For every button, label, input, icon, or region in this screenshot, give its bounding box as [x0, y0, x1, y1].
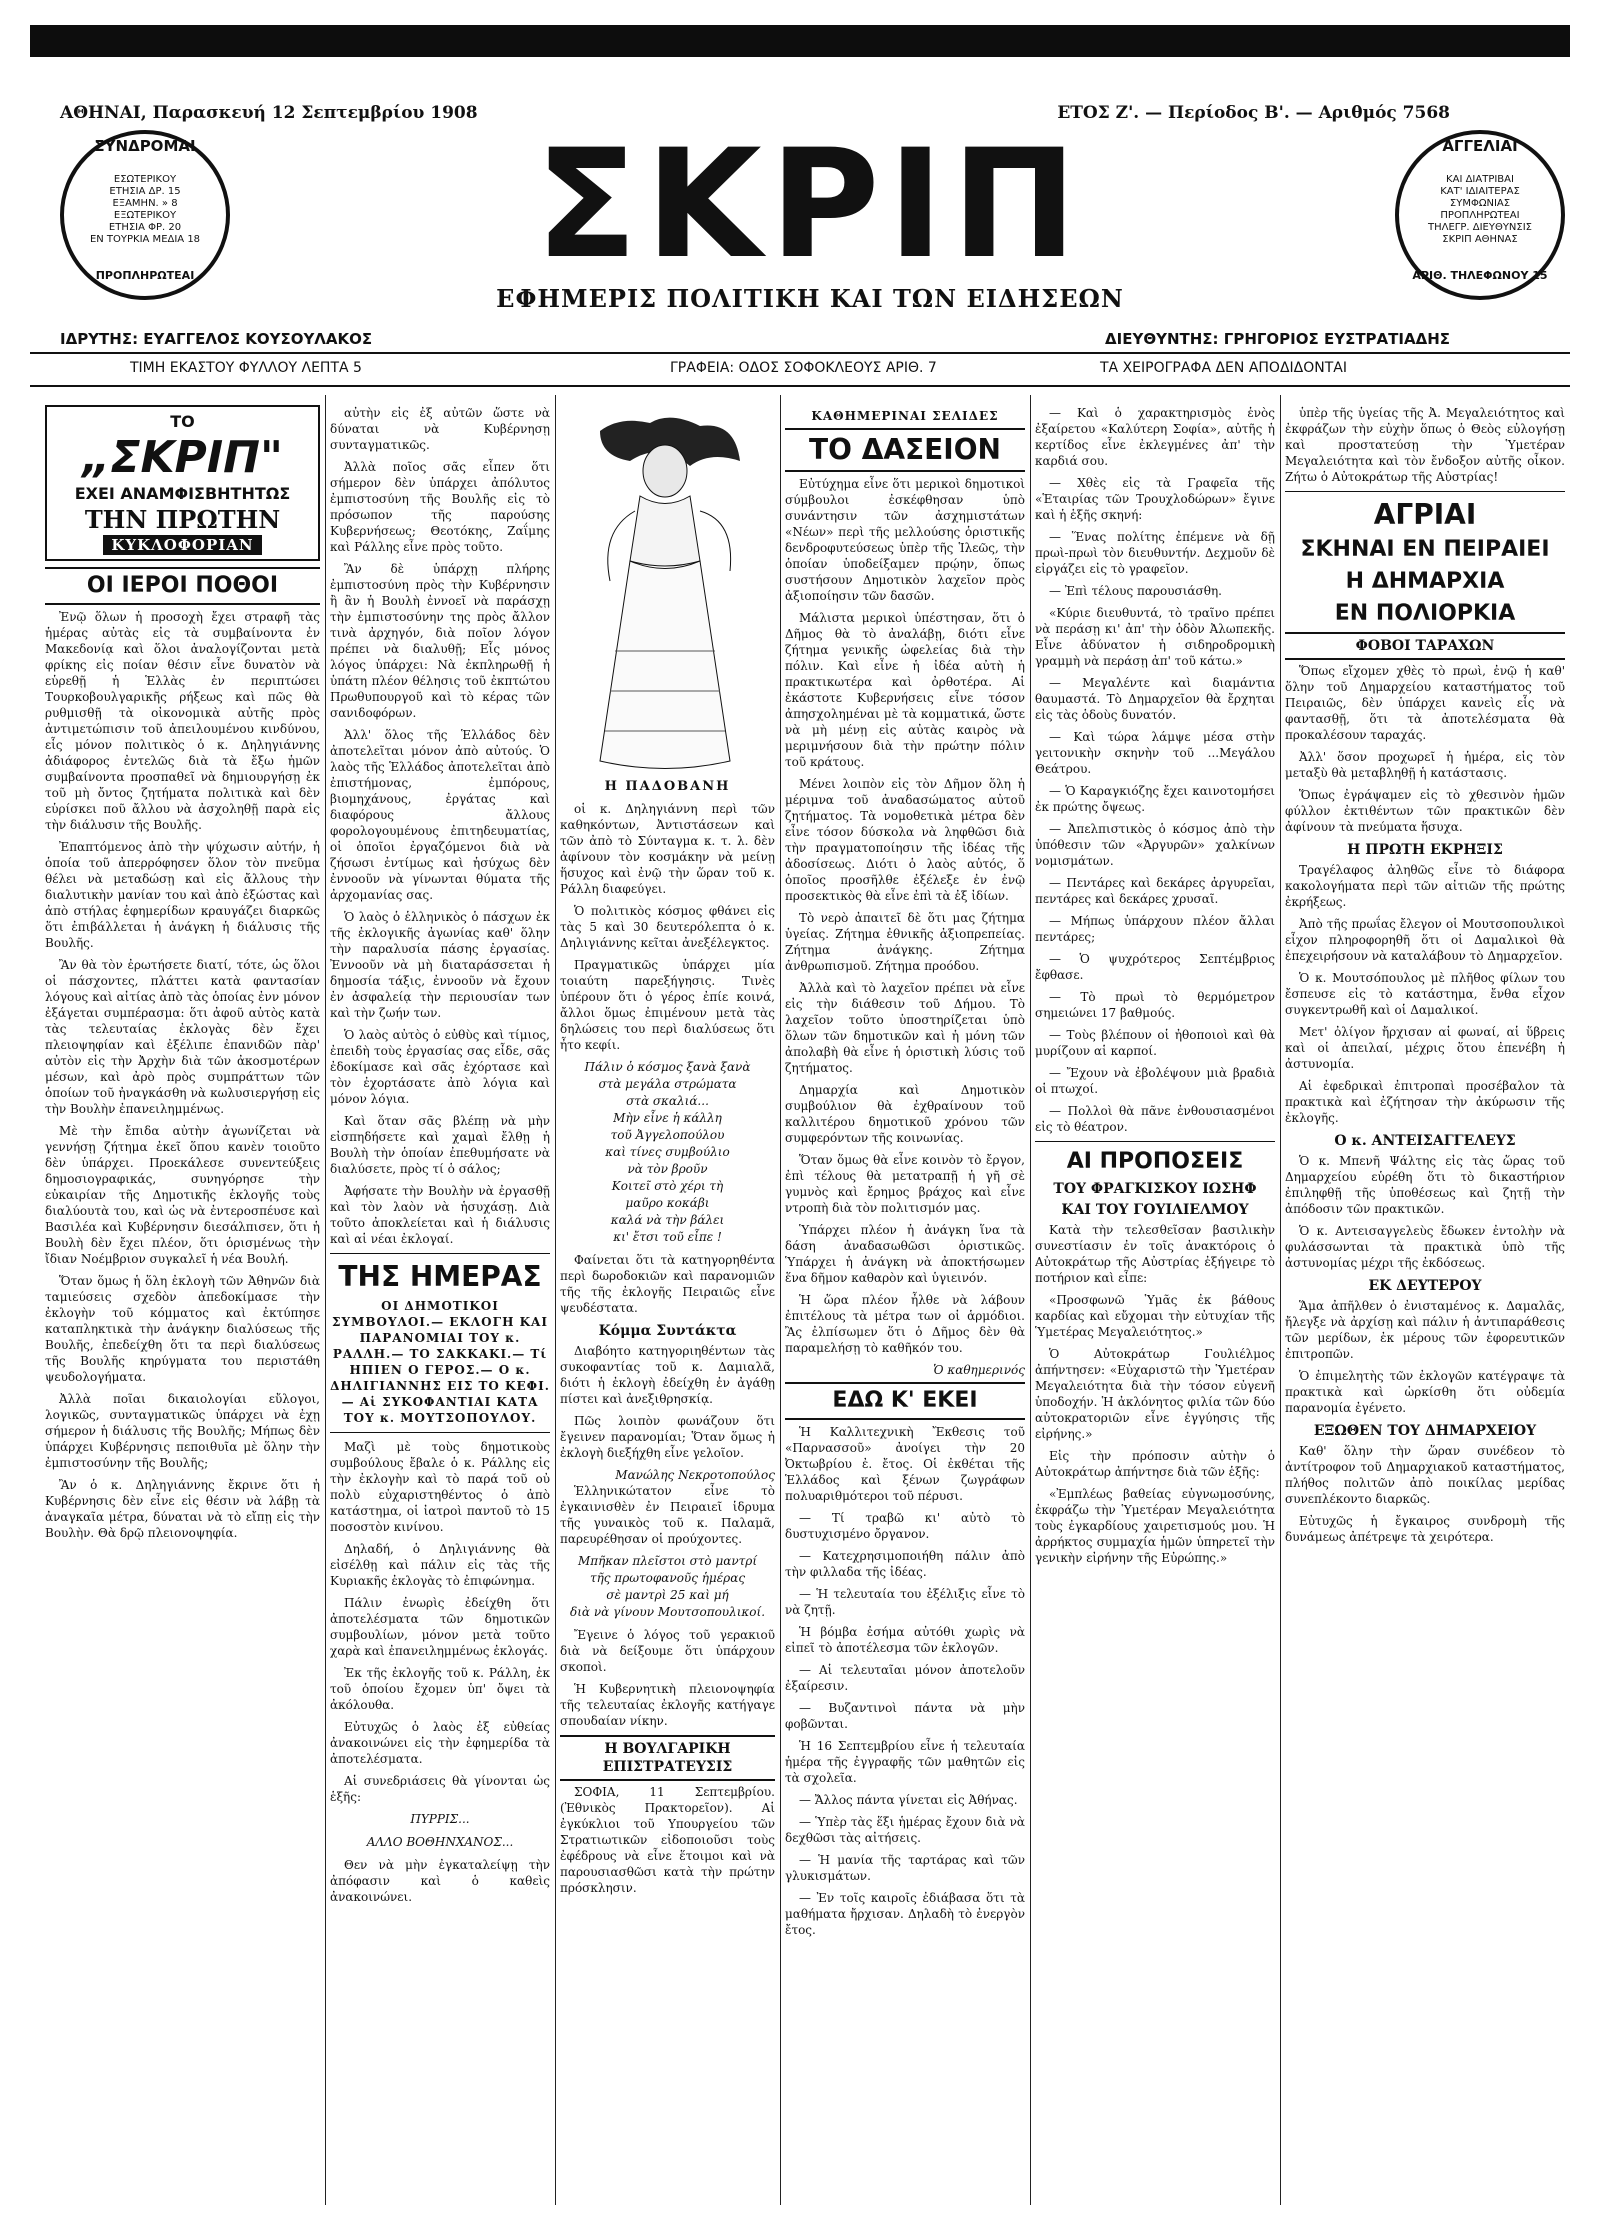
paragraph: Ὅταν ὅμως ἡ ὅλη ἐκλογὴ τῶν Ἀθηνῶν διὰ ταμιεύσεις σχεδὸν ἀπεδοκίμασε τὴν ἐκλογὴν τοῦ κόμματος καὶ ἐκτύπησε καταπληκτικὰ τὴν ἀνάγκην διαλύσεως τῆς Βουλῆς, ἐπεδείχθη ὅτι τα περὶ διαλύσεως τῆς Βουλῆς κηρύγματα του περιστάθη ψευδολογήματα. — [45, 1274, 320, 1384]
paragraph: Ἐκ τῆς ἐκλογῆς τοῦ κ. Ράλλη, ἐκ τοῦ ὁποίου ἔχομεν ὑπ' ὄψει τὰ ἀκόλουθα. — [330, 1666, 550, 1712]
circulation-line: ΕΧΕΙ ΑΝΑΜΦΙΣΒΗΤΗΤΩΣ — [74, 484, 291, 503]
paragraph: — Ὑπὲρ τὰς ἕξι ἡμέρας ἔχουν διὰ νὰ δεχθῶσι τὰς αἰτήσεις. — [785, 1815, 1025, 1845]
poem-line: τοῦ Ἀγγελοπούλου — [610, 1128, 725, 1142]
paragraph: Ὅπως εἴχομεν χθὲς τὸ πρωὶ, ἐνῷ ἡ καθ' ὅλην τοῦ Δημαρχείου καταστήματος τοῦ Πειραιῶς, δὲν ὑπάρχει κανεὶς εἷς νὰ φαντασθῇ, ὅτι τὰ ἀποτελέσματα θὰ προκαλέσουν ταραχάς. — [1285, 664, 1565, 742]
poem-line: καὶ τίνες συμβούλιο — [605, 1145, 730, 1159]
paragraph: — Πεντάρες καὶ δεκάρες ἀργυρεῖαι, πεντάρες καὶ δεκάρες χρυσαῖ. — [1035, 876, 1275, 906]
ads-seal — [1395, 130, 1565, 300]
paragraph: «Κύριε διευθυντά, τὸ τραῖνο πρέπει νὰ περάσῃ κι' ἀπ' τὴν ὁδὸν Ἀλωπεκῆς. Εἶνε ἀδύνατον ἡ σιδηροδρομικὴ γραμμὴ νὰ περάσῃ ἀπ' τοῦ κάτω.» — [1035, 606, 1275, 668]
paragraph: Ὁ ἐπιμελητὴς τῶν ἐκλογῶν κατέγραψε τὰ πρακτικὰ καὶ ὡρκίσθη ὅτι οὐδεμία παρανομία ἐγένετο. — [1285, 1369, 1565, 1415]
divider — [1285, 491, 1565, 492]
paragraph: Ὁ κ. Μουτσόπουλος μὲ πλῆθος φίλων του ἔσπευσε εἰς τὸ κατάστημα, ἔνθα εἶχον συγκεντρωθῆ καὶ οἱ Δαμαλικοί. — [1285, 971, 1565, 1017]
paragraph: — Ἔχουν νὰ ἐβολέψουν μιὰ βραδιὰ οἱ πτωχοί. — [1035, 1066, 1275, 1096]
paragraph: Καθ' ὅλην τὴν ὥραν συνέδεον τὸ ἀντίτροφον τοῦ Δημαρχιακοῦ καταστήματος, πλήθος πολιτῶν ἀπὸ ποικίλας μερίδας συνεπλέκοντο διαρκῶς. — [1285, 1444, 1565, 1506]
subscriptions-seal — [60, 130, 230, 300]
paragraph: — Ἡ μανία τῆς ταρτάρας καὶ τῶν γλυκισμάτων. — [785, 1853, 1025, 1883]
poem-line: μαῦρο κοκάβι — [625, 1196, 710, 1210]
paragraph: Ἡ Καλλιτεχνικὴ Ἔκθεσις τοῦ «Παρνασσοῦ» ἀνοίγει τὴν 20 Ὀκτωβρίου ἐ. ἔτος. Οἱ ἐκθέται τῆς Ἑλλάδος καὶ ξένων ζωγράφων πολυαριθμότεροι τοῦ πέρυσι. — [785, 1425, 1025, 1503]
paragraph: Πάλιν ἐνωρὶς ἐδείχθη ὅτι ἀποτελέσματα τῶν δημοτικῶν συμβουλίων, μόνον μετὰ τοῦτο χαρὰ καὶ ἐπανειλημμένως ἐκλογάς. — [330, 1596, 550, 1658]
paragraph: Θεν νὰ μὴν ἐγκαταλείψῃ τὴν ἀπόφασιν καὶ ὁ καθεὶς ἀνακοινώνει. — [330, 1858, 550, 1904]
seal-line: ΕΣΩΤΕΡΙΚΟΥ — [113, 174, 177, 185]
divider — [330, 1432, 550, 1433]
paragraph: Ἀλλ' ὅλος τῆς Ἑλλάδος δὲν ἀποτελεῖται μόνον ἀπὸ αὐτούς. Ὁ λαὸς τῆς Ἑλλάδος ἀποτελεῖται ἀπὸ ἐπιστήμονας, ἐμπόρους, βιομηχάνους, ἐργάτας καὶ διαφόρους ἄλλους φορολογουμένους ἐπιτηδευματίας, οἱ ὁποῖοι ἐργαζόμενοι διὰ νὰ ζήσωσι ἐντίμως καὶ ἡσύχως δὲν ἐννοοῦν νὰ γίνωνται θύματα τῆς ἀρχομανίας σας. — [330, 728, 550, 902]
paragraph: Ὑπάρχει πλέον ἡ ἀνάγκη ἵνα τὰ δάση ἀναδασωθῶσι ὁριστικῶς. Ὑπάρχει ἡ ἀνάγκη νὰ ἀποκτήσωμεν ἕνα δῆμον καθαρὸν καὶ ὑγιεινόν. — [785, 1223, 1025, 1285]
paragraph: Πῶς λοιπὸν φωνάζουν ὅτι ἔγεινεν παρανομίαι; Ὅταν ὅμως ἡ ἐκλογὴ διεξήχθη εἶνε γελοῖον. — [560, 1414, 775, 1460]
seal-line: ΕΤΗΣΙΑ ΔΡ. 15 — [109, 186, 181, 197]
circulation-line: ΤΗΝ ΠΡΩΤΗΝ — [84, 505, 281, 534]
paragraph: Ἡ 16 Σεπτεμβρίου εἶνε ἡ τελευταία ἡμέρα τῆς ἐγγραφῆς τῶν μαθητῶν εἰς τὰ σχολεῖα. — [785, 1739, 1025, 1785]
paragraph: Εὐτυχῶς ἡ ἔγκαιρος συνδρομὴ τῆς δυνάμεως ἀπέτρεψε τὰ χειρότερα. — [1285, 1514, 1565, 1544]
seal-foot-text: ΑΡΙΘ. ΤΗΛΕΦΩΝΟΥ 15 — [1412, 269, 1548, 282]
paragraph: Αἱ συνεδριάσεις θὰ γίνονται ὡς ἑξῆς: — [330, 1774, 550, 1804]
paragraph: αὐτὴν εἰς ἐξ αὐτῶν ὥστε νὰ δύναται νὰ Κυβέρνησῃ συνταγματικῶς. — [330, 406, 550, 452]
article-headline: ΑΙ ΠΡΟΠΟΣΕΙΣ — [1066, 1149, 1244, 1174]
paragraph: Ἂν θὰ τὸν ἐρωτήσετε διατί, τότε, ὡς ὅλοι οἱ πάσχοντες, πλάττει κατὰ φαντασίαν λόγους καὶ αἰτίας ἀπὸ τὰς ὁποίας ἐνν μόνον ἐξάγεται συμπέρασμα: ὅτι ἀφοῦ αὐτὸς κατὰ τὰς τελευταίας ἐκλογὰς δὲν ἔχει πλειοψηφίαν καὶ ἐξέλιπε ἐπανιδῶν πὰρ' αὐτὸν εἰς τὴν Ἀρχὴν διὰ τῶν ἀκοσμοτέρων μέσων, καὶ ἀρὸ πρὸς συμπράττων τῶν ὁποίων τοῦ ἠναγκάσθη νὰ κωλυσιεργήσῃ εἰς τὴν Βουλὴν ἐπανειλημμένως. — [45, 958, 320, 1116]
paragraph: Ἑλληνικώτατον εἶνε τὸ ἐγκαινισθὲν ἐν Πειραιεῖ ἱδρυμα τῆς γυναικὸς τοῦ κ. Παλαμᾶ, παρευρέθησαν οἱ προύχοντες. — [560, 1484, 775, 1546]
divider — [330, 1253, 550, 1254]
paragraph: Ἀλλὰ ποῖαι δικαιολογίαι εὔλογοι, λογικῶς, συνταγματικῶς ὑπάρχει νὰ ἐχῃ σήμερον ἡ διάλυσις τῆς Βουλῆς; Μήπως δὲν ὑπάρχει Κυβέρνησις πεποιθυῖα μὲ ὅλην τὴν ἐμπιστοσύνην τῆς Βουλῆς; — [45, 1392, 320, 1470]
columns — [45, 405, 1565, 2205]
paragraph: Ἀλλὰ καὶ τὸ λαχεῖον πρέπει νὰ εἶνε εἰς τὴν διάθεσιν τοῦ Δήμου. Τὸ λαχεῖον τοῦτο ὑποστηρίζεται ὑπὸ ὅλων τῶν δημοτικῶν καὶ ἡ μόνη τῶν ἀπολαβὴ θὰ εἶνε ἡ ὁριστικὴ λύσις τοῦ ζητήματος. — [785, 981, 1025, 1075]
paragraph: Πραγματικῶς ὑπάρχει μία τοιαύτη παρεξήγησις. Τινὲς ὑπέρουν ὅτι ὁ γέρος ἐπίε κοινά, ἄλλοι ὅμως ἐπιμένουν μετὰ τὰς δηλώσεις του περὶ διαλύσεως ὅτι ἦτο κεφίι. — [560, 958, 775, 1052]
paragraph: Αἱ ἐφεδρικαὶ ἐπιτροπαὶ προσέβαλον τὰ πρακτικὰ καὶ ἐζήτησαν τὴν ἀκύρωσιν τῆς ἐκλογῆς. — [1285, 1079, 1565, 1125]
poem-line: διὰ νὰ γίνουν Μουτσοπουλικοί. — [569, 1605, 766, 1619]
section-headline: ΤΗΣ ΗΜΕΡΑΣ — [338, 1260, 542, 1293]
paragraph: ὑπὲρ τῆς ὑγείας τῆς Ἀ. Μεγαλειότητος καὶ ἐκφράζων τὴν εὐχὴν ὅπως ὁ Θεὸς εὐλογήσῃ καὶ προστατεύσῃ τὴν Ὑμετέραν Μεγαλειότητα καὶ τὸν ἔνδοξον αὐτῆς οἶκον. Ζήτω ὁ Αὐτοκράτωρ τῆς Αὐστρίας! — [1285, 406, 1565, 484]
circulation-to: ΤΟ — [170, 412, 195, 431]
column-6 — [1285, 405, 1565, 2205]
section-subheadline: ΟΙ ΔΗΜΟΤΙΚΟΙ ΣΥΜΒΟΥΛΟΙ.— ΕΚΛΟΓΗ ΚΑΙ ΠΑΡΑΝΟΜΙΑΙ ΤΟΥ κ. ΡΑΛΛΗ.— ΤΟ ΣΑΚΚΑΚΙ.— Τί ΗΠΙΕΝ Ο ΓΕΡΟΣ.— Ο κ. ΔΗΛΙΓΙΑΝΝΗΣ ΕΙΣ ΤΟ ΚΕΦΙ.— Αἱ ΣΥΚΟΦΑΝΤΙΑΙ ΚΑΤΑ ΤΟΥ κ. ΜΟΥΤΣΟΠΟΥΛΟΥ. — [330, 1299, 550, 1425]
article-headline: ΚΑΙ ΤΟΥ ΓΟΥΙΛΙΕΛΜΟΥ — [1061, 1202, 1249, 1218]
article-subheadline: ΦΟΒΟΙ ΤΑΡΑΧΩΝ — [1285, 632, 1565, 660]
issue-line: ΕΤΟΣ Ζ'. — Περίοδος Β'. — Αριθμός 7568 — [1057, 103, 1450, 123]
section-kicker: ΚΑΘΗΜΕΡΙΝΑΙ ΣΕΛΙΔΕΣ — [811, 409, 999, 423]
paragraph: Φαίνεται ὅτι τὰ κατηγορηθέντα περὶ δωροδοκιῶν καὶ παρανομιῶν τῆς τῆς ἐκλογῆς Πειραιῶς εἶνε ψευδέστατα. — [560, 1253, 775, 1315]
column-5 — [1035, 405, 1275, 2205]
divider — [30, 352, 1570, 354]
illustration-caption: Η ΠΑΔΟΒΑΝΗ — [604, 779, 731, 794]
paragraph: Μαζὶ μὲ τοὺς δημοτικοὺς συμβούλους ἔβαλε ὁ κ. Ράλλης εἰς τὴν ἐκλογὴν καὶ τὸ παρά τοῦ οὐ πολὺ εὐχαριστηθέντος ὁ ἀπὸ κατάστημα, οἱ ἰατροὶ παντοῦ τὸ 15 ποσοστὸν κινίνου. — [330, 1440, 550, 1534]
article-headline: ΟΙ ΙΕΡΟΙ ΠΟΘΟΙ — [45, 567, 320, 605]
seal-foot-text: ΠΡΟΠΛΗΡΩΤΕΑΙ — [95, 269, 195, 282]
column-2 — [330, 405, 550, 2205]
seal-line: ΣΚΡΙΠ ΑΘΗΝΑΣ — [1442, 234, 1518, 245]
poem — [560, 1059, 775, 1246]
section-headline: Η ΠΡΩΤΗ ΕΚΡΗΞΙΣ — [1347, 842, 1503, 858]
seal-line: ΤΗΛΕΓΡ. ΔΙΕΥΘΥΝΣΙΣ — [1427, 222, 1532, 233]
article-headline: ΑΓΡΙΑΙ — [1373, 498, 1477, 531]
poem-line: στὰ μεγάλα στρώματα — [598, 1077, 737, 1091]
price-line: ΤΙΜΗ ΕΚΑΣΤΟΥ ΦΥΛΛΟΥ ΛΕΠΤΑ 5 — [130, 360, 362, 376]
paragraph: οἱ κ. Δηληγιάννη περὶ τῶν καθηκόντων, Ἀντιστάσεων καὶ τῶν ἀπὸ τὸ Σύνταγμα κ. τ. λ. δὲν ἀφίνουν τὸν κοσμάκην νὰ μείνῃ ἥσυχος καὶ ἐνῷ τὴν ὥραν τοῦ κ. Ράλλη διαφεύγει. — [560, 802, 775, 896]
paragraph: Τὸ νερὸ ἀπαιτεῖ δὲ ὅτι μας ζήτημα ὑγείας. Ζήτημα ἐθνικῆς ἀξιοπρεπείας. Ζήτημα ἀνάγκης. Ζήτημα ἀνθρωπισμοῦ. Ζήτημα προόδου. — [785, 911, 1025, 973]
paragraph: Ἡ βόμβα ἐσήμα αὐτόθι χωρὶς νὰ εἰπεῖ τὸ ἀποτέλεσμα τῶν ἐκλογῶν. — [785, 1625, 1025, 1655]
paragraph: — Ἐν τοῖς καιροῖς ἐδιάβασα ὅτι τὰ μαθήματα ἤρχισαν. Δηλαδὴ τὸ ἐνεργὸν ἔτος. — [785, 1891, 1025, 1937]
poem-line: στὰ σκαλιά... — [626, 1094, 709, 1108]
paragraph: — Τὸ πρωὶ τὸ θερμόμετρον σημειώνει 17 βαθμούς. — [1035, 990, 1275, 1020]
section-headline: ΕΔΩ Κ' ΕΚΕΙ — [785, 1382, 1025, 1420]
paragraph: Ἀπὸ τῆς πρωΐας ἔλεγον οἱ Μουτσοπουλικοὶ εἶχον πληροφορηθῆ ὅτι οἱ Δαμαλικοὶ θὰ ἐπεχειρήσουν νὰ καταλάβουν τὸ Δημαρχεῖον. — [1285, 917, 1565, 963]
seal-ring-text: ΣΥΝΔΡΟΜΑΙ — [94, 137, 196, 155]
seal-line: ΕΞΩΤΕΡΙΚΟΥ — [113, 210, 177, 221]
seal-line: ΕΝ ΤΟΥΡΚΙΑ ΜΕΔΙΑ 18 — [89, 234, 201, 245]
paragraph: Ἡ ὥρα πλέον ἦλθε νὰ λάβουν ἐπιτέλους τὰ μέτρα των οἱ ἁρμόδιοι. Ἂς ἐλπίσωμεν ὅτι ὁ Δῆμος δὲν θὰ παραμελήσῃ τὸ καθῆκόν του. — [785, 1293, 1025, 1355]
paragraph: — Πολλοὶ θὰ πᾶνε ἐνθουσιασμένοι εἰς τὸ θέατρον. — [1035, 1104, 1275, 1134]
paragraph: «Ἐμπλέως βαθείας εὐγνωμοσύνης, ἐκφράζω τὴν Ὑμετέραν Μεγαλειότητα τοὺς ἐγκαρδίους χαιρετισμούς μου. Ἡ ἀρρήκτος συμμαχία ἡμῶν ὑπηρετεῖ τὴν γενικὴν εἰρήνην τῆς Εὐρώπης.» — [1035, 1487, 1275, 1565]
paragraph: Κατὰ τὴν τελεσθεῖσαν βασιλικὴν συνεστίασιν ἐν τοῖς ἀνακτόροις ὁ Αὐτοκράτωρ τῆς Αὐστρίας ἐξήγειρε τὸ ποτήριον καὶ εἶπε: — [1035, 1223, 1275, 1285]
seal-line: ΣΥΜΦΩΝΙΑΣ — [1449, 198, 1511, 209]
paragraph: Μὲ τὴν ἔπιδα αὐτὴν ἀγωνίζεται νὰ γεννήσῃ ζήτημα ἐκεῖ ὅπου κανὲν τοιοῦτο δὲν ὑπάρχει. Προεκάλεσε συνεντεύξεις δημοσιογραφικάς, συνηγόρησε τὴν εὐκαιρίαν τῆς Δημοτικῆς ἐκλογῆς τοὺς διαλύουτὰ του, καὶ ὡς νὰ ἐντεροσπέυσε καὶ Βασιλέα καὶ Κυβέρνησιν διεσάλπισεν, ὅτι ἡ Βουλὴ δὲν ἔχει πλέον, ὅτι ὁρισμένως τὴν ἴδιαν Νοέμβριον συγκαλεῖ ἡ νέα Βουλή. — [45, 1124, 320, 1266]
column-4 — [785, 405, 1025, 2205]
poem — [560, 1553, 775, 1621]
paragraph: — Ἀπελπιστικὸς ὁ κόσμος ἀπὸ τὴν ὑπόθεσιν τῶν «Ἀργυρῶν» χαλκίνων νομισμάτων. — [1035, 822, 1275, 868]
paragraph: — Ἄλλος πάντα γίνεται εἰς Ἀθήνας. — [799, 1793, 1018, 1807]
article-headline: ΤΟ ΔΑΣΕΙΟΝ — [785, 428, 1025, 472]
seal-line: ΚΑΙ ΔΙΑΤΡΙΒΑΙ — [1446, 174, 1514, 185]
article-headline: ΤΟΥ ΦΡΑΓΚΙΣΚΟΥ ΙΩΣΗΦ — [1053, 1181, 1257, 1197]
poem-line: σὲ μαντρὶ 25 καὶ μή — [606, 1588, 729, 1602]
paragraph: Ὁ λαὸς ὁ ἑλληνικὸς ὁ πάσχων ἐκ τῆς ἐκλογικῆς ἀγωνίας καθ' ὅλην τὴν παραλυσία πάσης ἐργασίας. Ἐννοοῦν νὰ μὴ διαταράσσεται ἡ δημοσία τάξις, ἐννοοῦν νὰ ἔχουν ἐν ἀσφαλείᾳ τὴν περιουσίαν των καὶ τὴν ζωήν των. — [330, 910, 550, 1020]
paragraph: Μετ' ὀλίγον ἤρχισαν αἱ φωναί, αἱ ὕβρεις καὶ οἱ ἀπειλαί, μέχρις ὅτου ἐπενέβη ἡ ἀστυνομία. — [1285, 1025, 1565, 1071]
poem-line: Πάλιν ὁ κόσμος ξανὰ ξανὰ — [584, 1060, 751, 1074]
poem-line: τῆς πρωτοφανοῦς ἡμέρας — [589, 1571, 746, 1585]
newspaper-subtitle: ΕΦΗΜΕΡΙΣ ΠΟΛΙΤΙΚΗ ΚΑΙ ΤΩΝ ΕΙΔΗΣΕΩΝ — [496, 284, 1124, 313]
paragraph: — Ὁ ψυχρότερος Σεπτέμβριος ἔφθασε. — [1035, 952, 1275, 982]
paragraph: — Ἕνας πολίτης ἐπέμενε νὰ δῇ πρωὶ-πρωὶ τὸν διευθυντήν. Δεχμοῦν δὲ εἰργάζει εἰς τὸ γραφεῖον. — [1035, 530, 1275, 576]
seal-line: ΚΑΤ' ΙΔΙΑΙΤΕΡΑΣ — [1440, 186, 1520, 197]
paragraph: — Ἐπὶ τέλους παρουσιάσθη. — [1049, 584, 1222, 598]
woman-illustration — [560, 411, 775, 771]
paragraph: — Ὁ Καραγκιόζης ἔχει καινοτομήσει ἐκ πρώτης ὄψεως. — [1035, 784, 1275, 814]
poem-line: νὰ τὸν βροῦν — [627, 1162, 708, 1176]
quote-line: ΑΛΛΟ ΒΟΘΗΝΧΑΝΟΣ... — [366, 1835, 514, 1849]
column-3 — [560, 405, 775, 2205]
paragraph: — Μεγαλέντε καὶ διαμάντια θαυμαστά. Τὸ Δημαρχεῖον θὰ ἔρχηται εἰς τὰς ὁδοὺς δυνατόν. — [1035, 676, 1275, 722]
seal-line: ΕΤΗΣΙΑ ΦΡ. 20 — [108, 222, 182, 233]
date-line: ΑΘΗΝΑΙ, Παρασκευή 12 Σεπτεμβρίου 1908 — [60, 103, 478, 123]
paragraph: Ὁ Αὐτοκράτωρ Γουλιέλμος ἀπήντησεν: «Εὐχαριστῶ τὴν Ὑμετέραν Μεγαλειότητα διὰ τὴν τόσον εὐγενῆ ὑποδοχήν. Ἡ ἀκλόνητος φιλία τῶν δύο αὐτοκρατοριῶν εἶνε ἐγγύησις τῆς εἰρήνης.» — [1035, 1347, 1275, 1441]
seal-line: ΕΞΑΜΗΝ. » 8 — [112, 198, 178, 209]
paragraph: Δημαρχία καὶ Δημοτικὸν συμβούλιον θὰ ἐχθραίνουν τοῦ καλλιτέρου δημοτικοῦ χρόνου τῶν συμφερόντων τῆς κοινωνίας. — [785, 1083, 1025, 1145]
poem-line: Μπῆκαν πλεῖστοι στὸ μαντρί — [577, 1554, 758, 1568]
paragraph: Εὐτύχημα εἶνε ὅτι μερικοὶ δημοτικοὶ σύμβουλοι ἐσκέφθησαν ὑπὸ συνάντησιν τῶν ἀσχημιστάτων «Νέων» περὶ τῆς μελλούσης ὁριστικῆς δενδροφυτεύσεως ὑπὲρ τῆς Ἱλεῶς, τὴν ὁποίαν ὑποδείξαμεν πρῴην, ὅπως συστήσουν Δημοτικὸν λαχεῖον πρὸς ἀξιοποίησιν τῶν δασῶν. — [785, 477, 1025, 603]
paragraph: — Καὶ τώρα λάμψε μέσα στὴν γειτονικὴν σκηνὴν τοῦ ...Μεγάλου Θεάτρου. — [1035, 730, 1275, 776]
section-headline: ΕΞΩΘΕΝ ΤΟΥ ΔΗΜΑΡΧΕΙΟΥ — [1313, 1423, 1537, 1439]
paragraph: Εἰς τὴν πρόποσιν αὐτὴν ὁ Αὐτοκράτωρ ἀπήντησε διὰ τῶν ἑξῆς: — [1035, 1449, 1275, 1479]
section-headline: ΕΚ ΔΕΥΤΕΡΟΥ — [1368, 1278, 1482, 1294]
column-1 — [45, 405, 320, 2205]
paragraph: — Αἱ τελευταῖαι μόνον ἀποτελοῦν ἐξαίρεσιν. — [785, 1663, 1025, 1693]
paragraph: Μένει λοιπὸν εἰς τὸν Δῆμον ὅλη ἡ μέριμνα τοῦ ἀναδασώματος αὐτοῦ ζητήματος. Τὰ νομοθετικὰ μέτρα δὲν εἶνε τόσον δύσκολα νὰ ληφθῶσι διὰ τὴν πραγματοποίησιν τῆς ἰδέας τῆς ἀδοσίσεως. Διότι ὁ λαὸς αὐτός, ὅ ὁποῖος προσῆλθε ἐξέλεξε ἐν ἐνῷ προσεκτικὸς θὰ εἶνε ἐπὶ τὰ ἐξ ἰδίων. — [785, 777, 1025, 903]
divider — [1035, 1141, 1275, 1142]
circulation-title: „ΣΚΡΙΠ" — [82, 432, 283, 483]
paragraph: ΣΟΦΙΑ, 11 Σεπτεμβρίου. (Ἐθνικὸς Πρακτορεῖον). Αἱ ἐγκύκλιοι τοῦ Υπουργείου τῶν Στρατιωτικῶν εἰδοποιοῦσι τοὺς ἐφέδρους νὰ εἶνε ἕτοιμοι καὶ νὰ παρουσιασθῶσι κατὰ τὴν πρώτην πρόσκλησιν. — [560, 1785, 775, 1895]
paragraph: Ὅταν ὅμως θὰ εἶνε κοινὸν τὸ ἔργον, ἐπὶ τέλους θὰ μετατραπῇ ἡ γῆ σὲ γυμνὸς καὶ ἔρημος βράχος καὶ εἶνε ντροπὴ διὰ τὸν πολιτισμόν μας. — [785, 1153, 1025, 1215]
circulation-line: ΚΥΚΛΟΦΟΡΙΑΝ — [103, 535, 261, 555]
paragraph: «Προσφωνῶ Ὑμᾶς ἐκ βάθους καρδίας καὶ εὔχομαι τὴν εὐτυχίαν τῆς Ὑμετέρας Μεγαλειότητος.» — [1035, 1293, 1275, 1339]
paragraph: — Ἡ τελευταία του ἐξέλιξις εἶνε τὸ νὰ ζητῇ. — [785, 1587, 1025, 1617]
paragraph: Εὐτυχῶς ὁ λαὸς ἐξ εὐθείας ἀνακοινώνει εἰς τὴν ἐφημερίδα τὰ ἀποτελέσματα. — [330, 1720, 550, 1766]
section-headline: Κόμμα Συντάκτα — [598, 1323, 737, 1339]
paragraph: Ὁ κ. Αντεισαγγελεὺς ἔδωκεν ἐντολὴν νὰ φυλάσσωνται τὰ πρακτικὰ ὑπὸ τῆς ἀστυνομίας μέχρι τῆς ἐκδόσεως. — [1285, 1224, 1565, 1270]
article-headline: ΕΝ ΠΟΛΙΟΡΚΙΑ — [1334, 601, 1516, 626]
paragraph: — Τοὺς βλέπουν οἱ ἠθοποιοὶ καὶ θὰ μυρίζουν αἱ καρποί. — [1035, 1028, 1275, 1058]
paragraph: Ἐνῷ ὅλων ἡ προσοχὴ ἔχει στραφῆ τὰς ἡμέρας αὐτὰς εἰς τὰ συμβαίνοντα ἐν Μακεδονίᾳ καὶ ὅλοι ἀναλογίζονται μετὰ φρίκης εἰς ποίαν θέσιν εἶνε δυνατὸν νὰ εὑρεθῇ ἡ Ἑλλὰς ἐν περιπτώσει Τουρκοβουλγαρικῆς ρήξεως καὶ πῶς θὰ ρυθμισθῇ τὰ οἰκονομικὰ αὐτῆς πρὸς ἀντιμετώπισιν τοῦ ἀπειλουμένου κινδύνου, εἷς μόνον πολιτικὸς ὁ κ. Δηληγιάννης ἀδιάφορος ἐντελῶς διὰ τὰ ἔξω ἡμῶν συμβαίνοντα προσπαθεῖ νὰ δημιουργήσῃ ἐκ τοῦ μὴ ὄντος ζητήματα πολιτικὰ καὶ δὲν εὑρίσκει ποῦ ἄλλου νὰ ἀσχοληθῇ παρὰ εἰς τὴν διάλυσιν τῆς Βουλῆς. — [45, 610, 320, 832]
paragraph: Ἅμα ἀπῆλθεν ὁ ἐνισταμένος κ. Δαμαλᾶς, ἤλεγξε νὰ ἀρχίσῃ καὶ πάλιν ἡ ἀντιπαράθεσις τῶν μερίδων, ἐκ μέρους τῶν ἐφορευτικῶν ἐπιτροπῶν. — [1285, 1299, 1565, 1361]
poem-line: Μὴν εἶνε ἡ κάλλη — [613, 1111, 722, 1125]
manuscripts-line: ΤΑ ΧΕΙΡΟΓΡΑΦΑ ΔΕΝ ΑΠΟΔΙΔΟΝΤΑΙ — [1100, 360, 1347, 376]
signature: Ὁ καθημερινός — [933, 1363, 1025, 1377]
masthead — [480, 118, 1140, 313]
paragraph: Ἀφήσατε τὴν Βουλὴν νὰ ἐργασθῇ καὶ τὸν λαὸν νὰ ἡσυχάσῃ. Διὰ τοῦτο ἀποκλείεται καὶ ἡ διάλυσις καὶ αἱ νέαι ἐκλογαί. — [330, 1184, 550, 1246]
section-headline: Η ΒΟΥΛΓΑΡΙΚΗ ΕΠΙΣΤΡΑΤΕΥΣΙΣ — [560, 1735, 775, 1781]
top-black-bar — [30, 25, 1570, 57]
paragraph: Ἂν δὲ ὑπάρχῃ πλήρης ἐμπιστοσύνη πρὸς τὴν Κυβέρνησιν ἢ ἂν ἡ Βουλὴ ἐννοεῖ νὰ παράσχῃ τὴν ἐμπιστοσύνην της πρὸς ἄλλον τινὰ ἀρχηγόν, διὰ ποῖον λόγον πρέπει νὰ διαλυθῇ; Εἷς μόνος λόγος ὑπάρχει: Νὰ ἐκπληρωθῇ ἡ ὑπάτη πλέον θέλησις τοῦ ἐκπτώτου Πρωθυπουργοῦ καὶ τὸ κέρας τῶν σανιδοφόρων. — [330, 562, 550, 720]
poem-line: Κοιτεῖ στὸ χέρι τὴ — [611, 1179, 724, 1193]
paragraph: Ἐπαπτόμενος ἀπὸ τὴν ψύχωσιν αὐτήν, ἡ ὁποία τοῦ ἀπερρόφησεν ὅλον τὸν πνεῦμα θέλει νὰ μεταδώσῃ καὶ εἰς ἄλλους τὴν διαλυτικὴν μανίαν του καὶ ἀπὸ ἐξώστας καὶ ἀπὸ στήλας ἐφημερίδων κραυγάζει διαρκῶς ὅτι ἐπιβάλλεται ἡ ἀνάγκη ἡ διάλυσις τῆς Βουλῆς. — [45, 840, 320, 950]
paragraph: — Βυζαντινοὶ πάντα νὰ μὴν φοβῶνται. — [785, 1701, 1025, 1731]
paragraph: Ἀλλ' ὅσον προχωρεῖ ἡ ἡμέρα, εἰς τὸν μεταξὺ θὰ μεταβληθῇ ἡ κατάστασις. — [1285, 750, 1565, 780]
offices-line: ΓΡΑΦΕΙΑ: ΟΔΟΣ ΣΟΦΟΚΛΕΟΥΣ ΑΡΙΘ. 7 — [670, 360, 937, 376]
paragraph: Ἔγεινε ὁ λόγος τοῦ γερακιοῦ διὰ νὰ δείξουμε ὅτι ὑπάρχουν σκοποὶ. — [560, 1628, 775, 1674]
paragraph: Ἀλλὰ ποῖος σᾶς εἶπεν ὅτι σήμερον δὲν ὑπάρχει ἀπόλυτος ἐμπιστοσύνη τῆς Βουλῆς εἰς τὸ πρόσωπον τῆς παρούσης Κυβερνήσεως; Θεοτόκης, Ζαΐμης καὶ Ράλλης εἶνε πρὸς τοῦτο. — [330, 460, 550, 554]
paragraph: Ὅπως ἐγράψαμεν εἰς τὸ χθεσινὸν ἡμῶν φύλλον ἐκτιθέντων τῶν πρακτικῶν δὲν ἀφίνουν τὰ πνεύματα ἥσυχα. — [1285, 788, 1565, 834]
poem-line: καλά νὰ τὴν βάλει — [610, 1213, 725, 1227]
seal-ring-text: ΑΓΓΕΛΙΑΙ — [1442, 137, 1518, 155]
newspaper-title: ΣΚΡΙΠ — [535, 118, 1085, 292]
paragraph: Ἂν ὁ κ. Δηληγιάννης ἔκρινε ὅτι ἡ Κυβέρνησις δὲν εἶνε εἰς θέσιν νὰ λάβῃ τὰ ἀναγκαῖα μέτρα, δύναται νὰ τὸ εἴπῃ εἰς τὴν Βουλὴν. Θὰ δρῷ πλειονοψηφία. — [45, 1478, 320, 1540]
paragraph: Τραγέλαφος ἀληθῶς εἶνε τὸ διάφορα κακολογήματα περὶ τῶν αἰτιῶν τῆς πρώτης ἐκρήξεως. — [1285, 863, 1565, 909]
paragraph: Μάλιστα μερικοὶ ὑπέστησαν, ὅτι ὁ Δῆμος θὰ τὸ ἀναλάβῃ, διότι εἶνε ζήτημα γενικῆς ὠφελείας διὰ τὴν πόλιν. Καὶ εἶνε ἡ ἰδέα αὐτὴ ἡ πρακτικωτέρα καὶ ὀρθοτέρα. Αἱ ἐκάστοτε Κυβερνήσεις εἶνε τόσον ἀπησχολημέναι μὲ τὰ κομματικά, ὥστε νὰ μὴ μένῃ εἰς αὐτὰς καιρὸς νὰ μεριμνήσουν διὰ τὴν πρώτην πόλιν τοῦ κράτους. — [785, 611, 1025, 769]
paragraph: Διαβόητο κατηγοριηθέντων τὰς συκοφαντίας τοῦ κ. Δαμιαλᾶ, διότι ἡ ἐκλογὴ ἐδείχθη ἐν ἀγάθῃ πίστει καὶ ἀνεξιθρησκίᾳ. — [560, 1344, 775, 1406]
divider — [30, 385, 1570, 387]
signature: Μανώλης Νεκροτοπούλος — [615, 1468, 775, 1482]
quote-line: ΠΥΡΡΙΣ... — [410, 1812, 470, 1826]
paragraph: Ὁ λαὸς αὐτὸς ὁ εὐθὺς καὶ τίμιος, ἐπειδὴ τοὺς ἐργασίας σας εἶδε, σᾶς ἐδοκίμασε καὶ σᾶς ἐχόρτασε καὶ τὸν ἐχορτάσατε ἀπὸ λόγια καὶ μόνον λόγια. — [330, 1028, 550, 1106]
paragraph: — Καὶ ὁ χαρακτηρισμὸς ἑνὸς ἐξαίρετου «Καλύτερη Σοφία», αὐτῆς ἡ κερτίδος εἶνε ἐκλεγμένες ἀπ' τὴν καρδιά σου. — [1035, 406, 1275, 468]
paragraph: Καὶ ὅταν σᾶς βλέπῃ νὰ μὴν εἰσπηδήσετε καὶ χαμαὶ ἔλθῃ ἡ Βουλὴ τὴν ὁποίαν ἐπεθυμήσατε νὰ διαλύσετε, πρὸς τί ὁ σάλος; — [330, 1114, 550, 1176]
paragraph: Δηλαδή, ὁ Δηλιγιάννης θὰ εἰσέλθῃ καὶ πάλιν εἰς τὰς τῆς Κυριακῆς ἐκλογὰς τὸ ἐπιφώνημα. — [330, 1542, 550, 1588]
paragraph: — Χθὲς εἰς τὰ Γραφεῖα τῆς «Ἑταιρίας τῶν Τρουχλοδώρων» ἔγινε καὶ ἡ ἑξῆς σκηνή: — [1035, 476, 1275, 522]
paragraph: — Κατεχρησιμοποιήθη πάλιν ἀπὸ τὴν φιλλαδα τῆς ἰδέας. — [785, 1549, 1025, 1579]
director-line: ΔΙΕΥΘΥΝΤΗΣ: ΓΡΗΓΟΡΙΟΣ ΕΥΣΤΡΑΤΙΑΔΗΣ — [1105, 330, 1450, 348]
poem-line: κι' ἔτσι τοῦ εἶπε ! — [613, 1230, 722, 1244]
circulation-box — [45, 405, 320, 561]
paragraph: — Τί τραβῶ κι' αὐτὸ τὸ δυστυχισμένο ὄργανον. — [785, 1511, 1025, 1541]
section-headline: Ο κ. ΑΝΤΕΙΣΑΓΓΕΛΕΥΣ — [1334, 1133, 1516, 1149]
seal-line: ΠΡΟΠΛΗΡΩΤΕΑΙ — [1440, 210, 1520, 221]
paragraph: Ὁ πολιτικὸς κόσμος φθάνει εἰς τὰς 5 καὶ 30 δευτερόλεπτα ὁ κ. Δηλιγιάννης κεῖται ἀνεξέλεγκτος. — [560, 904, 775, 950]
paragraph: Ἡ Κυβερνητικὴ πλειονοψηφία τῆς τελευταίας ἐκλογῆς κατήγαγε σπουδαίαν νίκην. — [560, 1682, 775, 1728]
article-headline: ΣΚΗΝΑΙ ΕΝ ΠΕΙΡΑΙΕΙ — [1300, 537, 1550, 562]
paragraph: — Μήπως ὑπάρχουν πλέον ἄλλαι πεντάρες; — [1035, 914, 1275, 944]
article-headline: Η ΔΗΜΑΡΧΙΑ — [1345, 569, 1505, 594]
founder-line: ΙΔΡΥΤΗΣ: ΕΥΑΓΓΕΛΟΣ ΚΟΥΣΟΥΛΑΚΟΣ — [60, 330, 373, 348]
paragraph: Ὁ κ. Μπενῆ Ψάλτης εἰς τὰς ὥρας τοῦ Δημαρχείου εὑρέθη ὅτι τὸ δικαστήριον ἐπιληφθῇ τῆς ὑποθέσεως καὶ ζητῇ τὴν ἀπόδοσιν τῶν πρακτικῶν. — [1285, 1154, 1565, 1216]
